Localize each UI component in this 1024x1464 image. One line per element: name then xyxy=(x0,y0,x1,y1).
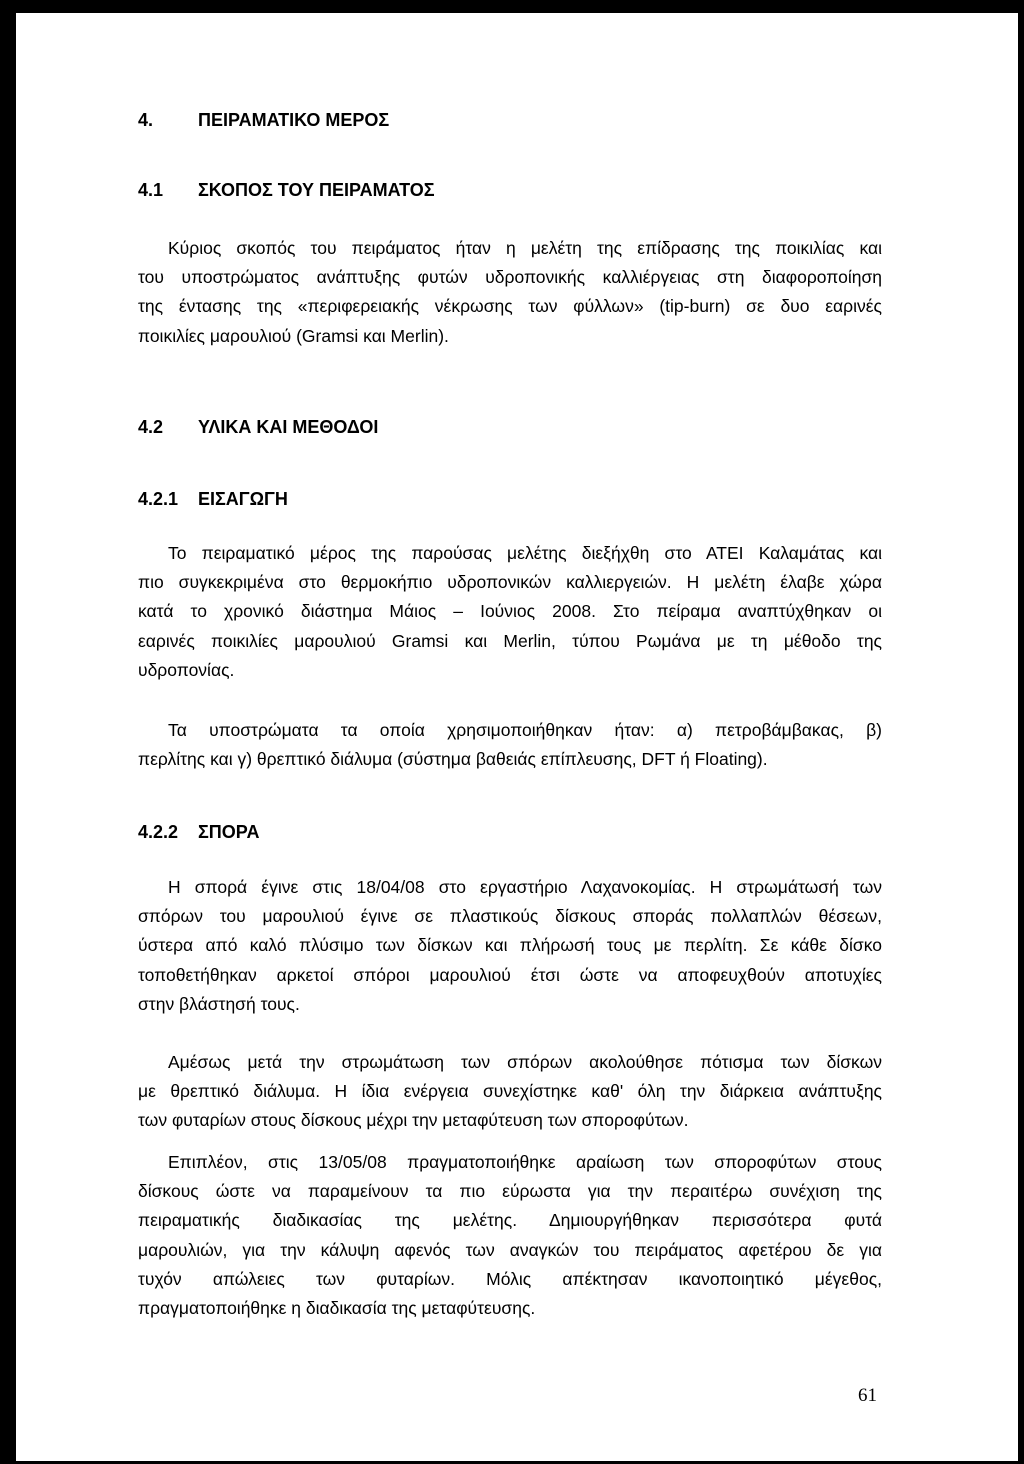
text-line: πραγματοποιήθηκε η διαδικασία της μεταφύτευσης. xyxy=(138,1298,536,1319)
text-line: Τα υποστρώματα τα οποία χρησιμοποιήθηκαν ήταν: α) πετροβάμβακας, β) xyxy=(168,720,882,740)
text-line: Η σπορά έγινε στις 18/04/08 στο εργαστήριο Λαχανοκομίας. Η στρωμάτωσή των xyxy=(168,877,882,897)
text-line: πιο συγκεκριμένα στο θερμοκήπιο υδροπονικών καλλιεργειών. Η μελέτη έλαβε χώρα xyxy=(138,572,882,593)
text-line: της έντασης της «περιφερειακής νέκρωσης των φύλλων» (tip-burn) σε δυο εαρινές xyxy=(138,296,882,317)
section-number: 4. xyxy=(138,110,154,130)
text-line: μαρουλιών, για την κάλυψη αφενός των αναγκών του πειράματος αφετέρου δε για xyxy=(138,1239,882,1260)
text-line: εαρινές ποικιλίες μαρουλιού Gramsi και Merlin, τύπου Ρωμάνα με τη μέθοδο της xyxy=(138,630,882,651)
paragraph-sowing-3 xyxy=(138,1148,882,1323)
section-number: 4.2.1 xyxy=(138,489,179,509)
text-line: Επιπλέον, στις 13/05/08 πραγματοποιήθηκε αραίωση των σποροφύτων στους xyxy=(168,1152,882,1172)
section-heading-4 xyxy=(138,109,389,131)
paragraph-substrates xyxy=(138,716,882,774)
section-heading-4-1 xyxy=(138,179,435,201)
text-line: πειραματικής διαδικασίας της μελέτης. Δημιουργήθηκαν περισσότερα φυτά xyxy=(138,1210,882,1231)
text-line: στην βλάστησή τους. xyxy=(138,993,300,1014)
text-line: των φυταρίων στους δίσκους μέχρι την μεταφύτευση των σποροφύτων. xyxy=(138,1110,689,1131)
paragraph-sowing-2 xyxy=(138,1048,882,1136)
text-line: σπόρων του μαρουλιού έγινε σε πλαστικούς δίσκους σποράς πολλαπλών θέσεων, xyxy=(138,906,882,927)
paragraph-intro xyxy=(138,539,882,685)
section-title: ΠΕΙΡΑΜΑΤΙΚΟ ΜΕΡΟΣ xyxy=(198,110,390,130)
text-line: ύστερα από καλό πλύσιμο των δίσκων και πλήρωσή τους με περλίτη. Σε κάθε δίσκο xyxy=(138,935,882,956)
text-line: κατά το χρονικό διάστημα Μάιος – Ιούνιος 2008. Στο πείραμα αναπτύχθηκαν οι xyxy=(138,601,882,622)
text-line: ποικιλίες μαρουλιού (Gramsi και Merlin). xyxy=(138,325,449,346)
page-number: 61 xyxy=(858,1385,877,1406)
text-line: τυχόν απώλειες των φυταρίων. Μόλις απέκτησαν ικανοποιητικό μέγεθος, xyxy=(138,1268,882,1289)
text-line: με θρεπτικό διάλυμα. Η ίδια ενέργεια συνεχίστηκε καθ' όλη την διάρκεια ανάπτυξης xyxy=(138,1081,882,1102)
section-heading-4-2-1 xyxy=(138,488,288,510)
text-line: περλίτης και γ) θρεπτικό διάλυμα (σύστημα βαθειάς επίπλευσης, DFT ή Floating). xyxy=(138,749,768,770)
section-title: ΣΠΟΡΑ xyxy=(198,822,260,842)
text-line: υδροπονίας. xyxy=(138,659,235,680)
section-title: ΥΛΙΚΑ ΚΑΙ ΜΕΘΟΔΟΙ xyxy=(198,417,379,437)
section-title: ΕΙΣΑΓΩΓΗ xyxy=(198,489,288,509)
document-page xyxy=(16,13,1018,1461)
section-number: 4.1 xyxy=(138,180,164,200)
paragraph-sowing-1 xyxy=(138,873,882,1019)
section-number: 4.2 xyxy=(138,417,164,437)
section-number: 4.2.2 xyxy=(138,822,179,842)
section-title: ΣΚΟΠΟΣ ΤΟΥ ΠΕΙΡΑΜΑΤΟΣ xyxy=(198,180,435,200)
text-line: τοποθετήθηκαν αρκετοί σπόροι μαρουλιού έτσι ώστε να αποφευχθούν αποτυχίες xyxy=(138,964,882,985)
text-line: δίσκους ώστε να παραμείνουν τα πιο εύρωστα για την περαιτέρω συνέχιση της xyxy=(138,1181,882,1202)
text-line: Το πειραματικό μέρος της παρούσας μελέτης διεξήχθη στο ΑΤΕΙ Καλαμάτας και xyxy=(168,543,882,563)
text-line: Κύριος σκοπός του πειράματος ήταν η μελέτη της επίδρασης της ποικιλίας και xyxy=(168,238,882,258)
section-heading-4-2-2 xyxy=(138,821,259,843)
section-heading-4-2 xyxy=(138,416,378,438)
text-line: Αμέσως μετά την στρωμάτωση των σπόρων ακολούθησε πότισμα των δίσκων xyxy=(168,1052,882,1072)
text-line: του υποστρώματος ανάπτυξης φυτών υδροπονικής καλλιέργειας στη διαφοροποίηση xyxy=(138,267,882,288)
paragraph-aim xyxy=(138,234,882,351)
